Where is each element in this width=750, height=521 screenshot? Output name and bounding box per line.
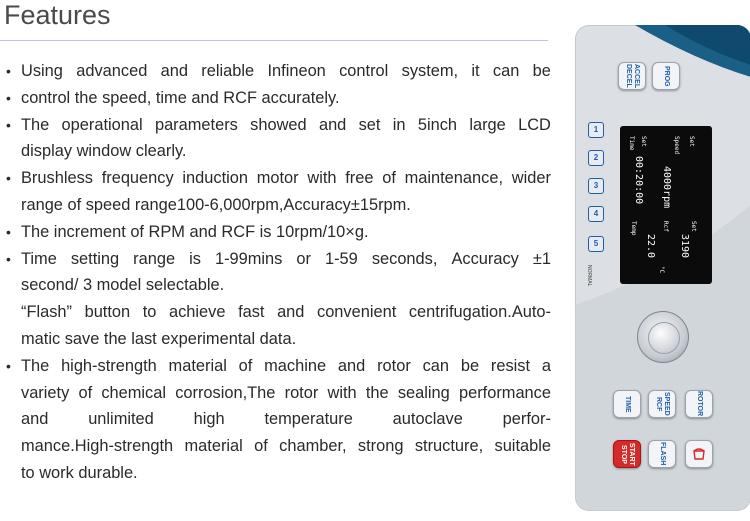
bullet-icon: • <box>6 63 11 79</box>
feature-line <box>6 299 551 326</box>
feature-line <box>6 460 551 487</box>
feature-word: maintenance, <box>404 169 504 188</box>
feature-word: “Flash” <box>21 303 72 322</box>
feature-line <box>6 219 551 246</box>
feature-line <box>6 165 551 192</box>
line-indent <box>6 406 21 433</box>
feature-word: 1-59 <box>324 249 358 268</box>
feature-word: with <box>327 383 357 402</box>
feature-word: be <box>532 62 551 80</box>
feature-word: The <box>21 115 50 134</box>
feature-word: of <box>238 356 253 375</box>
feature-line <box>6 192 551 219</box>
feature-word: and <box>318 115 347 134</box>
rotor-button[interactable]: ROTOR <box>685 390 713 418</box>
feature-text: range of speed range100-6,000rpm,Accuracy±15rpm. <box>21 195 411 214</box>
feature-line <box>6 272 551 299</box>
program-button-2[interactable]: 2 <box>588 150 604 166</box>
feature-word: button <box>84 303 131 322</box>
feature-text: display window clearly. <box>21 142 187 161</box>
features-title: Features <box>4 0 111 30</box>
feature-text: control the speed, time and RCF accurately. <box>21 88 340 107</box>
normal-label: NORMAL <box>586 265 592 287</box>
program-button-3[interactable]: 3 <box>588 178 604 194</box>
feature-word: or <box>296 249 311 268</box>
feature-word: parameters <box>154 115 238 134</box>
feature-word: in <box>392 115 406 134</box>
line-indent <box>6 380 21 407</box>
feature-text: second/ 3 model selectable. <box>21 276 225 295</box>
feature-word: Infineon <box>267 62 326 80</box>
line-indent <box>6 192 21 219</box>
feature-word: and <box>277 303 305 322</box>
bullet-icon: • <box>6 89 11 106</box>
line-indent <box>6 433 21 460</box>
lcd-speed-value: 4000rpm <box>661 166 672 209</box>
feature-word: system, <box>401 62 459 80</box>
feature-word: resist <box>490 356 531 375</box>
feature-word: and <box>21 410 49 429</box>
feature-word: rotor <box>284 383 319 402</box>
feature-text: matic save the last experimental data. <box>21 329 297 348</box>
feature-word: 1-99mins <box>214 249 283 268</box>
feature-word: Time <box>21 249 57 268</box>
line-indent <box>6 138 21 165</box>
feature-word: performance <box>458 383 551 402</box>
feature-word: be <box>460 356 480 375</box>
feature-word: rotor <box>377 356 411 375</box>
feature-word: Brushless <box>21 169 93 188</box>
feature-text: The increment of RPM and RCF is 10rpm/10×g. <box>21 222 369 241</box>
feature-word: the <box>365 383 389 402</box>
feature-word: Using <box>21 62 63 80</box>
feature-word: reliable <box>201 62 255 80</box>
lcd-rcf-label: Rcf <box>662 221 669 232</box>
feature-word: high-strength <box>61 356 157 375</box>
feature-word: structure, <box>414 437 484 456</box>
lcd-display <box>620 126 712 284</box>
time-button[interactable]: TIME <box>613 390 641 418</box>
lcd-set-speed-label: Set <box>688 136 695 147</box>
feature-line <box>6 138 551 165</box>
accel-decel-button[interactable]: ACCEL DECEL <box>618 62 646 90</box>
lcd-rcf-value: 3190 <box>679 234 690 259</box>
bullet-icon: • <box>6 116 11 133</box>
feature-word: achieve <box>168 303 226 322</box>
start-stop-button[interactable]: START STOP <box>613 440 641 468</box>
feature-word: material <box>168 356 227 375</box>
feature-line <box>6 246 551 273</box>
feature-word: chamber, <box>279 437 347 456</box>
feature-word: induction <box>182 169 249 188</box>
feature-word: material <box>184 437 243 456</box>
feature-line <box>6 406 551 433</box>
feature-word: autoclave <box>392 410 463 429</box>
feature-word: frequency <box>101 169 174 188</box>
feature-word: machine <box>264 356 327 375</box>
feature-word: high <box>193 410 225 429</box>
feature-word: large <box>469 115 506 134</box>
feature-word: operational <box>61 115 143 134</box>
feature-word: with <box>307 169 337 188</box>
feature-word: seconds, <box>371 249 438 268</box>
lcd-temp-value: 22.0 <box>645 234 656 259</box>
feature-word: sealing <box>397 383 450 402</box>
lcd-time-label: Time <box>628 136 635 151</box>
feature-word: Accuracy <box>451 249 519 268</box>
bullet-icon: • <box>6 250 11 267</box>
title-divider <box>0 40 548 41</box>
feature-line <box>6 380 551 407</box>
feature-word: suitable <box>494 437 551 456</box>
feature-word: advanced <box>76 62 148 80</box>
lid-open-button[interactable] <box>685 440 713 468</box>
bullet-icon: • <box>6 170 11 187</box>
lcd-set-rcf-label: Set <box>690 221 697 232</box>
feature-word: and <box>337 356 366 375</box>
feature-word: it <box>471 62 480 80</box>
program-button-5[interactable]: 5 <box>588 236 604 252</box>
feature-word: of <box>254 437 268 456</box>
feature-word: and <box>160 62 188 80</box>
feature-word: chemical <box>101 383 167 402</box>
feature-text: to work durable. <box>21 463 138 482</box>
feature-word: free <box>345 169 374 188</box>
feature-line <box>6 326 551 353</box>
feature-word: temperature <box>264 410 353 429</box>
feature-word: perfor- <box>502 410 551 429</box>
lcd-speed-label: Speed <box>673 136 680 155</box>
feature-word: to <box>142 303 157 322</box>
feature-word: setting <box>70 249 120 268</box>
feature-line <box>6 353 551 380</box>
feature-word: variety <box>21 383 70 402</box>
feature-word: wider <box>511 169 551 188</box>
speed-rcf-button[interactable]: SPEED RCF <box>648 390 676 418</box>
lcd-temp-unit: °C <box>658 266 665 274</box>
program-button-1[interactable]: 1 <box>588 122 604 138</box>
lcd-readout-art <box>620 126 712 284</box>
feature-word: centrifugation.Auto- <box>408 303 551 322</box>
feature-word: mance.High-strength <box>21 437 174 456</box>
feature-word: is <box>189 249 201 268</box>
feature-word: corrosion,The <box>175 383 276 402</box>
feature-word: can <box>422 356 450 375</box>
feature-word: 5inch <box>417 115 458 134</box>
line-indent <box>6 326 21 353</box>
feature-word: of <box>382 169 396 188</box>
lid-open-icon <box>691 446 707 462</box>
line-indent <box>6 272 21 299</box>
bullet-icon: • <box>6 223 11 240</box>
feature-word: can <box>492 62 520 80</box>
feature-word: ±1 <box>532 249 551 268</box>
lcd-temp-label: Temp <box>630 221 637 236</box>
control-knob[interactable] <box>637 311 689 363</box>
feature-line <box>6 58 551 85</box>
feature-word: showed <box>250 115 307 134</box>
feature-word: The <box>21 356 50 375</box>
feature-list <box>6 58 551 487</box>
line-indent <box>6 460 21 487</box>
bullet-icon: • <box>6 357 11 374</box>
lcd-time-value: 00:20:00 <box>633 156 644 205</box>
feature-line <box>6 112 551 139</box>
feature-word: LCD <box>518 115 551 134</box>
feature-word: fast <box>238 303 265 322</box>
lcd-set-time-label: Set <box>640 136 647 147</box>
feature-line <box>6 433 551 460</box>
program-button-4[interactable]: 4 <box>588 206 604 222</box>
flash-button[interactable]: FLASH <box>648 440 676 468</box>
feature-word: set <box>358 115 381 134</box>
feature-word: convenient <box>317 303 397 322</box>
feature-word: strong <box>357 437 404 456</box>
line-indent <box>6 299 21 326</box>
feature-word: of <box>78 383 93 402</box>
feature-word: a <box>541 356 551 375</box>
feature-line <box>6 85 551 112</box>
feature-word: range <box>133 249 176 268</box>
feature-word: motor <box>256 169 299 188</box>
feature-word: unlimited <box>88 410 154 429</box>
feature-word: control <box>339 62 389 80</box>
prog-button[interactable]: PROG <box>652 62 680 90</box>
